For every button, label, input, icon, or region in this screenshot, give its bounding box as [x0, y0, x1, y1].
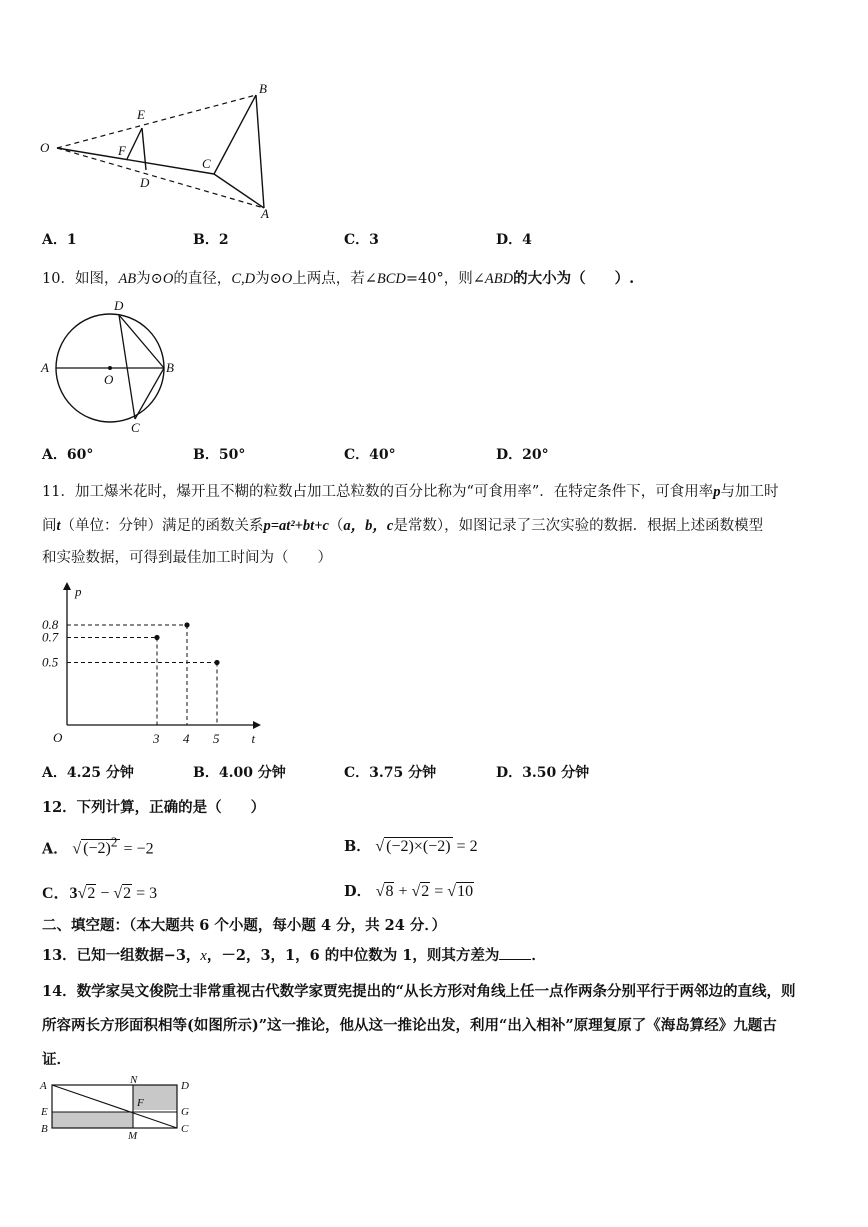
q9-option-d: D．4	[496, 232, 532, 248]
q10-number: 10．	[42, 271, 75, 287]
q10-label-C: C	[131, 420, 140, 435]
y-tick-label-0: 0.8	[42, 617, 59, 632]
section-2-heading: 二、填空题：（本大题共 6 个小题，每小题 4 分，共 24 分．）	[42, 917, 447, 934]
q11-option-c: C．3.75 分钟	[344, 765, 437, 781]
q10-var-cd: C,D	[231, 271, 256, 287]
q9-label-F: F	[118, 143, 126, 158]
q11-line3: 和实验数据，可得到最佳加工时间为（ ）	[42, 550, 332, 566]
q14-label-A: A	[40, 1080, 47, 1092]
q12-option-c-rhs: = 3	[136, 885, 158, 902]
q12-option-c-expr: √2 − √2 = 3	[77, 885, 158, 902]
y-tick-label-2: 0.5	[42, 654, 59, 670]
q11-chart	[36, 578, 266, 753]
data-point-0	[154, 635, 159, 640]
q11-line2-a: 间	[42, 518, 57, 534]
q12-option-b-expr: √ (−2)×(−2) = 2	[375, 838, 478, 855]
q12-option-c-label: C．3	[42, 885, 78, 902]
q12-option-a	[42, 835, 154, 858]
q13-var-x: x	[200, 948, 207, 964]
q12-option-c-rad2: 2	[123, 885, 132, 902]
q10-text-e: 上两点，若∠	[292, 271, 377, 287]
q14-line3: 证．	[42, 1051, 71, 1068]
q10-var-bcd: BCD	[376, 271, 406, 287]
x-tick-label-0: 3	[153, 731, 160, 746]
q11-line1	[42, 480, 779, 501]
q10-var-ab: AB	[118, 271, 137, 287]
q10-option-a: A．60°	[42, 447, 94, 463]
q12-title: 12．下列计算，正确的是（ ）	[42, 799, 266, 816]
q13-text-a: 13．已知一组数据−3，	[42, 947, 201, 964]
q10-option-d: D．20°	[496, 447, 549, 463]
q13-stem	[42, 944, 546, 965]
q10-var-o: O	[162, 271, 174, 287]
q12-option-c	[42, 880, 157, 903]
x-tick-label-2: 5	[213, 731, 220, 746]
q14-line2: 所容两长方形面积相等(如图所示)”这一推论，他从这一推论出发，利用“出入相补”原理复原了《海岛算经》九题古	[42, 1017, 777, 1034]
q11-option-b: B．4.00 分钟	[193, 765, 286, 781]
q9-label-E: E	[137, 107, 145, 122]
q12-option-b	[344, 835, 478, 856]
origin-label: O	[53, 730, 63, 745]
q12-option-a-rhs: = −2	[123, 840, 154, 858]
q10-text-a: 如图，	[74, 271, 119, 287]
q11-line2-c: （	[328, 518, 344, 534]
q11-option-d: D．3.50 分钟	[496, 765, 590, 781]
q12-option-d-rad3: 10	[457, 883, 474, 900]
x-axis-arrow	[253, 721, 261, 729]
q14-figure	[36, 1076, 206, 1144]
q14-label-G: G	[181, 1106, 189, 1118]
q11-line2	[42, 514, 763, 535]
q12-option-d-rad2: 2	[421, 883, 430, 900]
q12-option-c-rad1: 2	[87, 885, 96, 902]
q10-option-c: C．40°	[344, 447, 396, 463]
q10-text-g: 的大小为（ ）.	[513, 270, 635, 287]
q14-label-D: D	[181, 1080, 189, 1092]
q9-label-B: B	[259, 81, 267, 96]
q10-var-abd: ABD	[484, 271, 514, 287]
q14-label-F: F	[137, 1097, 144, 1109]
q14-label-B: B	[41, 1123, 48, 1135]
q10-figure	[36, 295, 186, 440]
q10-text-b: 为⊙	[136, 271, 163, 287]
q10-text-f: =40°，则∠	[405, 271, 485, 287]
data-point-2	[214, 660, 219, 665]
q12-option-d-rad1: 8	[385, 883, 394, 900]
q12-option-b-rhs: = 2	[456, 838, 478, 855]
q12-option-d-expr: √8 + √2 = √10	[375, 883, 474, 900]
q12-option-d	[344, 880, 474, 901]
q9-label-A: A	[261, 206, 269, 221]
q14-label-N: N	[130, 1074, 138, 1086]
q10-label-O: O	[104, 372, 114, 387]
y-axis-label: p	[75, 584, 82, 599]
q9-option-a: A．1	[42, 232, 77, 248]
q13-answer-blank[interactable]	[499, 959, 531, 960]
q14-line1: 14．数学家吴文俊院士非常重视古代数学家贾宪提出的“从长方形对角线上任一点作两条分别平行于两邻边的直线，则	[42, 983, 796, 1000]
q9-option-c: C．3	[344, 232, 379, 248]
q10-var-o2: O	[281, 271, 293, 287]
q11-line1-end: 与加工时	[720, 484, 779, 500]
x-tick-label-1: 4	[183, 731, 190, 746]
q11-option-a: A．4.25 分钟	[42, 765, 134, 781]
q13-text-c: ．	[531, 947, 546, 964]
q12-option-a-expr: √ $(-2)^2 = -2$	[72, 835, 154, 858]
q9-label-C: C	[202, 156, 211, 171]
q10-stem	[42, 267, 634, 288]
q9-label-O: O	[40, 140, 50, 155]
q11-line2-d: 是常数），如图记录了三次实验的数据．根据上述函数模型	[393, 518, 764, 534]
q10-text-c: 的直径，	[173, 271, 232, 287]
q10-label-D: D	[114, 298, 124, 313]
q12-option-b-radicand: (−2)×(−2)	[386, 838, 451, 855]
q14-label-E: E	[41, 1106, 48, 1118]
q13-text-b: ，－2，3，1，6 的中位数为 1，则其方差为	[206, 947, 500, 964]
data-point-1	[184, 622, 189, 627]
q10-option-b: B．50°	[193, 447, 246, 463]
q11-line1-var: p	[713, 484, 721, 500]
q11-abc: a，b，c	[343, 518, 394, 534]
q10-label-B: B	[166, 360, 174, 375]
x-axis-label: t	[251, 731, 256, 746]
q14-label-C: C	[181, 1123, 189, 1135]
q10-text-d: 为⊙	[255, 271, 282, 287]
q10-label-A: A	[41, 360, 49, 375]
q12-option-d-label: D．	[344, 883, 372, 900]
q11-formula: p=at²+bt+c	[263, 518, 329, 534]
q14-label-M: M	[128, 1130, 138, 1142]
q12-option-a-label: A．	[42, 840, 68, 858]
q11-line1-text: 11．加工爆米花时，爆开且不糊的粒数占加工总粒数的百分比称为“可食用率”．在特定条件下，可食用率	[42, 484, 714, 500]
q9-option-b: B．2	[193, 232, 229, 248]
q9-label-D: D	[140, 175, 150, 190]
q11-line2-b: （单位：分钟）满足的函数关系	[60, 518, 264, 534]
q12-option-b-label: B．	[344, 838, 371, 855]
q9-figure	[30, 75, 290, 225]
q11-line2-t: t	[56, 518, 61, 534]
y-tick-label-1: 0.7	[42, 629, 59, 645]
y-axis-arrow	[63, 582, 71, 590]
